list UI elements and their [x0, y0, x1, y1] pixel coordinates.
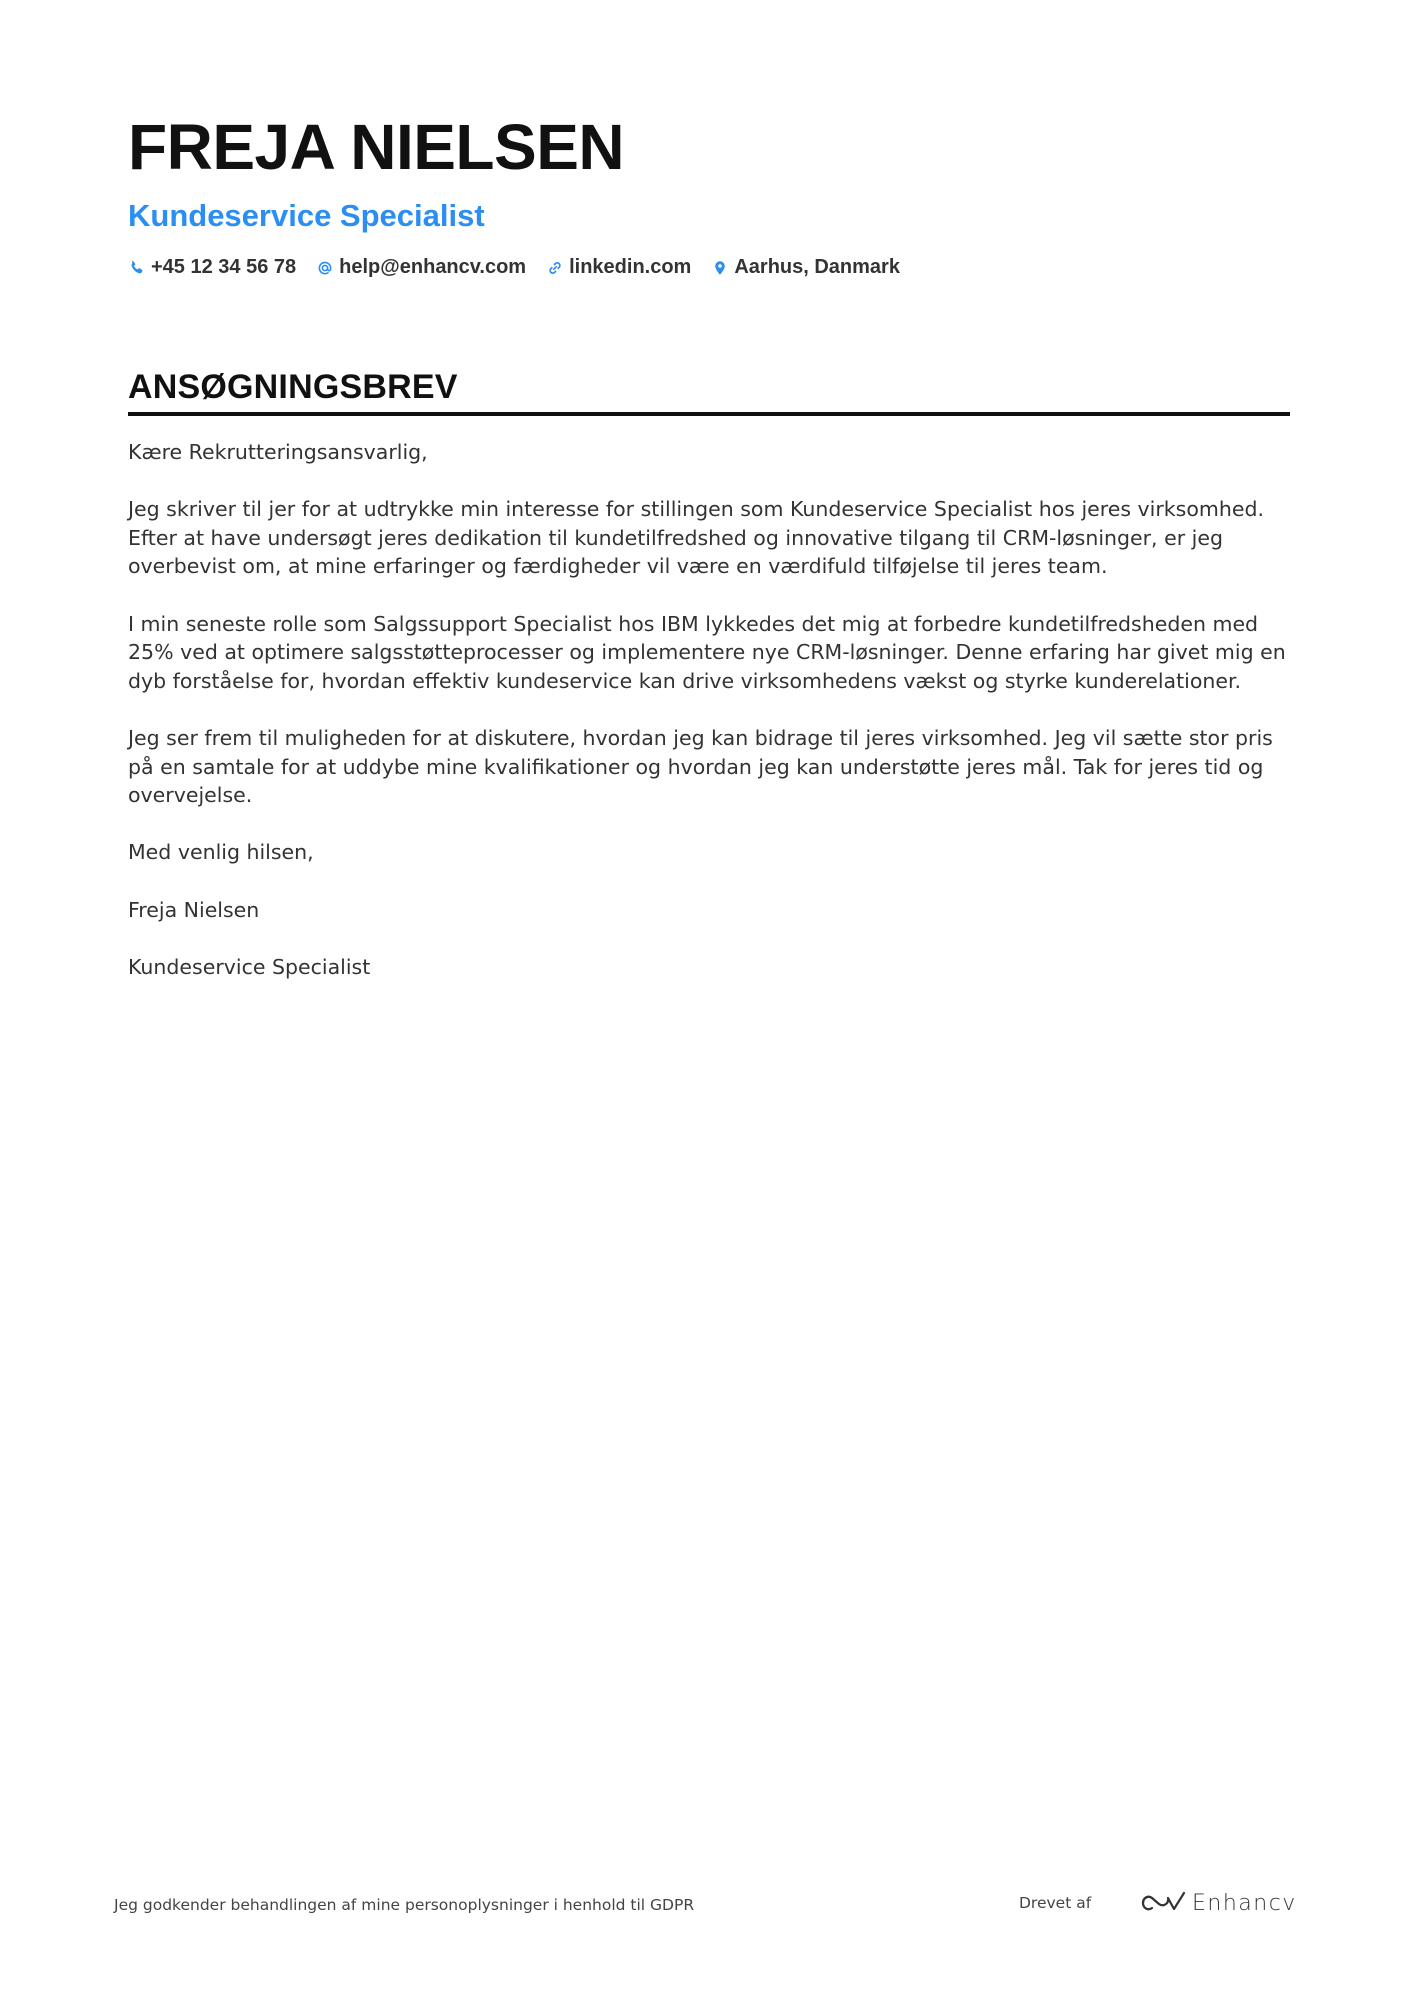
- at-icon: [316, 259, 334, 277]
- contact-email-text: help@enhancv.com: [339, 256, 527, 278]
- salutation: Kære Rekrutteringsansvarlig,: [128, 440, 428, 464]
- contact-bar: [128, 256, 1290, 279]
- contact-email[interactable]: [316, 256, 526, 279]
- location-pin-icon: [711, 259, 729, 277]
- phone-icon: [128, 259, 146, 277]
- contact-location-text: Aarhus, Danmark: [734, 256, 900, 278]
- paragraph: I min seneste rolle som Salgssupport Specialist hos IBM lykkedes det mig at forbedre kundetilfredsheden med 25% ved at optimere salgsstøtteprocesser og implementere nye CRM-løsninger. Denne erfaring har givet mig en dyb forståelse for, hvordan effektiv kundeservice kan drive virksomhedens vækst og styrke kunderelationer.: [128, 611, 1286, 693]
- letter-section: [128, 366, 1290, 1010]
- gdpr-consent-text: Jeg godkender behandlingen af mine personoplysninger i henhold til GDPR: [114, 1896, 695, 1914]
- job-title: Kundeservice Specialist: [128, 198, 485, 233]
- closing: Med venlig hilsen,: [128, 840, 314, 865]
- contact-linkedin-text: linkedin.com: [569, 256, 692, 278]
- signature-title: Kundeservice Specialist: [128, 954, 371, 979]
- powered-by-label: Drevet af: [1019, 1894, 1092, 1912]
- candidate-name: FREJA NIELSEN: [128, 111, 625, 183]
- brand-name: Enhancv: [1192, 1890, 1297, 1916]
- paragraph: Jeg ser frem til muligheden for at diskutere, hvordan jeg kan bidrage til jeres virksomhed. Jeg vil sætte stor pris på en samtale for at uddybe mine kvalifikationer og hvordan jeg kan understøtte jeres mål. Tak for jeres tid og overvejelse.: [128, 725, 1273, 808]
- section-heading: ANSØGNINGSBREV: [128, 366, 1290, 416]
- contact-location: [711, 256, 900, 279]
- link-icon: [546, 259, 564, 277]
- enhancv-logo-icon: [1140, 1890, 1188, 1916]
- contact-phone[interactable]: [128, 256, 296, 279]
- enhancv-brand-link[interactable]: [1140, 1886, 1297, 1920]
- footer: [114, 1886, 1297, 1926]
- signature-name: Freja Nielsen: [128, 897, 260, 922]
- header: [128, 108, 1290, 279]
- paragraph: Jeg skriver til jer for at udtrykke min interesse for stillingen som Kundeservice Specialist hos jeres virksomhed. Efter at have undersøgt jeres dedikation til kundetilfredshed og innovative tilgang til CRM-løsninger, er jeg overbevist om, at mine erfaringer og færdigheder vil være en værdifuld tilføjelse til jeres team.: [128, 497, 1264, 579]
- letter-body: [128, 438, 1290, 981]
- contact-phone-text: +45 12 34 56 78: [151, 256, 297, 278]
- contact-linkedin[interactable]: [546, 256, 691, 279]
